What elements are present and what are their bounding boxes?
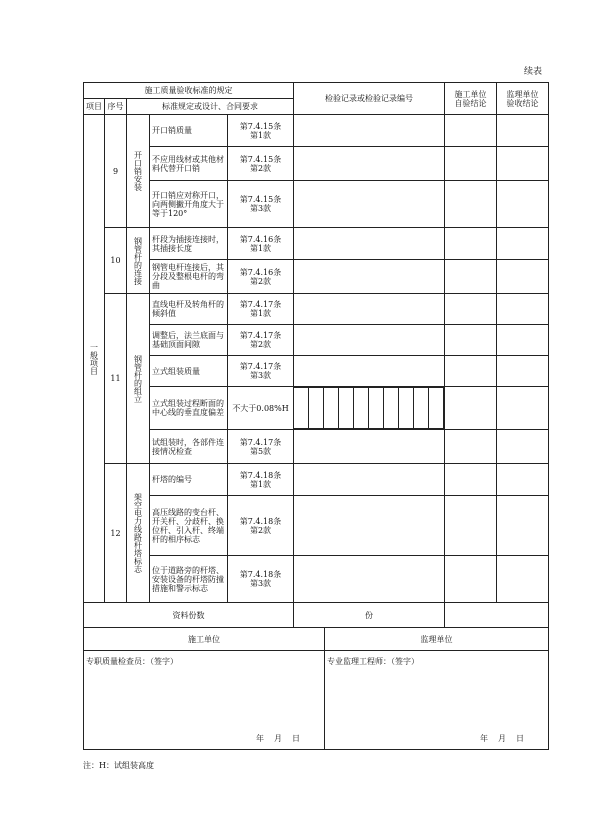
table-row <box>84 430 549 464</box>
measurement-cell[interactable] <box>324 388 339 429</box>
measurement-grid <box>294 387 445 430</box>
supervision-conclusion-cell[interactable] <box>497 496 549 556</box>
date-month: 月 <box>274 734 283 743</box>
construction-conclusion-cell[interactable] <box>445 556 497 603</box>
group-seq: 10 <box>105 228 127 294</box>
group-name <box>127 228 150 294</box>
col-item-header: 项目 <box>84 99 105 115</box>
data-count-blank <box>445 603 549 628</box>
construction-conclusion-cell[interactable] <box>445 430 497 464</box>
requirement-cell: 开口销质量 <box>150 115 228 147</box>
table-row <box>84 556 549 603</box>
measurement-cell[interactable] <box>384 388 399 429</box>
group-name-text: 钢管杆的连接 <box>133 236 143 285</box>
group-name-text: 架空电力线路杆塔标志 <box>133 493 143 573</box>
measurement-cell[interactable] <box>399 388 414 429</box>
record-cell[interactable] <box>294 356 445 387</box>
record-title: 检验记录或检验记录编号 <box>294 83 445 115</box>
supervision-conclusion-cell[interactable] <box>497 556 549 603</box>
table-row <box>84 181 549 228</box>
date-day: 日 <box>516 734 525 743</box>
standard-title: 施工质量验收标准的规定 <box>84 83 294 99</box>
signature-date <box>470 734 524 743</box>
construction-conclusion-cell[interactable] <box>445 356 497 387</box>
supervision-conclusion-cell[interactable] <box>497 147 549 181</box>
group-name <box>127 464 150 603</box>
requirement-cell: 试组装时，各部件连接情况检查 <box>150 430 228 464</box>
record-cell[interactable] <box>294 294 445 325</box>
section-label-text: 一般项目 <box>89 342 99 375</box>
construction-conclusion-cell[interactable] <box>445 228 497 260</box>
supervision-unit-label: 监理单位 <box>325 628 549 651</box>
inspector-signature-cell <box>84 651 325 750</box>
construction-conclusion-cell[interactable] <box>445 260 497 294</box>
clause-cell: 第7.4.18条 第1款 <box>228 464 294 496</box>
requirement-cell: 调整后，法兰底面与基础顶面间隙 <box>150 325 228 356</box>
record-cell[interactable] <box>294 181 445 228</box>
requirement-cell: 杆塔的编号 <box>150 464 228 496</box>
construction-conclusion-cell[interactable] <box>445 496 497 556</box>
footnote: 注：H：试组装高度 <box>83 761 154 770</box>
requirement-cell: 立式组装过程断面的中心线的垂直度偏差 <box>150 387 228 430</box>
requirement-cell: 杆段为插接连接时，其插接长度 <box>150 228 228 260</box>
supervision-conclusion-cell[interactable] <box>497 115 549 147</box>
date-day: 日 <box>292 734 301 743</box>
record-cell[interactable] <box>294 325 445 356</box>
clause-cell: 不大于0.08%H <box>228 387 294 430</box>
table-row <box>84 260 549 294</box>
measurement-cell[interactable] <box>309 388 324 429</box>
record-cell[interactable] <box>294 496 445 556</box>
record-cell[interactable] <box>294 228 445 260</box>
record-cell[interactable] <box>294 556 445 603</box>
clause-cell: 第7.4.17条 第5款 <box>228 430 294 464</box>
measurement-cell[interactable] <box>428 388 443 429</box>
clause-cell: 第7.4.15条 第2款 <box>228 147 294 181</box>
clause-cell: 第7.4.16条 第1款 <box>228 228 294 260</box>
table-row <box>84 294 549 325</box>
clause-cell: 第7.4.15条 第3款 <box>228 181 294 228</box>
clause-cell: 第7.4.17条 第2款 <box>228 325 294 356</box>
table-row <box>84 325 549 356</box>
supervision-conclusion-cell[interactable] <box>497 325 549 356</box>
table-row <box>84 356 549 387</box>
signature-label: 专业监理工程师：（签字） <box>327 657 420 666</box>
requirement-cell: 立式组装质量 <box>150 356 228 387</box>
group-name-text: 钢管杆的组立 <box>133 354 143 403</box>
table-row <box>84 464 549 496</box>
signature-label: 专职质量检查员：（签字） <box>86 657 178 666</box>
group-name <box>127 294 150 464</box>
group-seq: 11 <box>105 294 127 464</box>
clause-cell: 第7.4.17条 第1款 <box>228 294 294 325</box>
supervision-conclusion-cell[interactable] <box>497 260 549 294</box>
requirement-cell: 钢管电杆连接后，其分段及整根电杆的弯曲 <box>150 260 228 294</box>
table-row <box>84 228 549 260</box>
clause-cell: 第7.4.17条 第3款 <box>228 356 294 387</box>
requirement-cell: 高压线路的变台杆、开关杆、分歧杆、换位杆、引入杆、终端杆的相序标志 <box>150 496 228 556</box>
supervision-conclusion-cell[interactable] <box>497 228 549 260</box>
measurement-cell[interactable] <box>369 388 384 429</box>
measurement-cell[interactable] <box>354 388 369 429</box>
group-seq: 9 <box>105 115 127 228</box>
table-row <box>84 147 549 181</box>
col-seq-header: 序号 <box>105 99 127 115</box>
clause-cell: 第7.4.15条 第1款 <box>228 115 294 147</box>
measurement-cell[interactable] <box>294 388 309 429</box>
date-year: 年 <box>480 734 489 743</box>
table-row <box>84 115 549 147</box>
construction-conclusion-cell[interactable] <box>445 294 497 325</box>
data-count-unit: 份 <box>294 603 445 628</box>
table-row <box>84 387 549 430</box>
table-row <box>84 496 549 556</box>
signature-date <box>246 734 300 743</box>
record-cell[interactable] <box>294 115 445 147</box>
measurement-cell[interactable] <box>414 388 429 429</box>
supervision-conclusion-cell[interactable] <box>497 387 549 430</box>
construction-conclusion-cell[interactable] <box>445 325 497 356</box>
data-count-label: 资料份数 <box>84 603 294 628</box>
measurement-cell[interactable] <box>339 388 354 429</box>
section-label <box>84 115 105 603</box>
continued-label: 续表 <box>524 67 543 77</box>
date-year: 年 <box>256 734 265 743</box>
group-name-text: 开口销安装 <box>133 151 143 191</box>
record-cell[interactable] <box>294 260 445 294</box>
group-name <box>127 115 150 228</box>
supervision-conclusion-cell[interactable] <box>497 430 549 464</box>
date-month: 月 <box>498 734 507 743</box>
clause-cell: 第7.4.18条 第3款 <box>228 556 294 603</box>
supervision-conclusion-cell[interactable] <box>497 464 549 496</box>
group-seq: 12 <box>105 464 127 603</box>
construction-conclusion-cell[interactable] <box>445 181 497 228</box>
requirement-cell: 不应用线材或其他材料代替开口销 <box>150 147 228 181</box>
inspection-table <box>83 82 549 750</box>
supervision-conclusion-cell[interactable] <box>497 181 549 228</box>
requirement-cell: 直线电杆及转角杆的倾斜值 <box>150 294 228 325</box>
record-cell[interactable] <box>294 464 445 496</box>
construction-unit-label: 施工单位 <box>84 628 325 651</box>
supervision-conclusion-cell[interactable] <box>497 294 549 325</box>
construction-conclusion-cell[interactable] <box>445 387 497 430</box>
construction-conclusion-cell[interactable] <box>445 464 497 496</box>
supervision-conclusion-cell[interactable] <box>497 356 549 387</box>
col-requirement-header: 标准规定或设计、合同要求 <box>127 99 294 115</box>
requirement-cell: 位于道路旁的杆塔、安装设备的杆塔防撞措施和警示标志 <box>150 556 228 603</box>
construction-conclusion-cell[interactable] <box>445 147 497 181</box>
clause-cell: 第7.4.16条 第2款 <box>228 260 294 294</box>
record-cell[interactable] <box>294 430 445 464</box>
clause-cell: 第7.4.18条 第2款 <box>228 496 294 556</box>
requirement-cell: 开口销应对称开口，向两侧撇开角度大于等于120° <box>150 181 228 228</box>
record-cell[interactable] <box>294 147 445 181</box>
engineer-signature-cell <box>325 651 549 750</box>
supervision-conclusion-header: 监理单位 验收结论 <box>497 83 549 115</box>
construction-conclusion-cell[interactable] <box>445 115 497 147</box>
construction-conclusion-header: 施工单位 自验结论 <box>445 83 497 115</box>
